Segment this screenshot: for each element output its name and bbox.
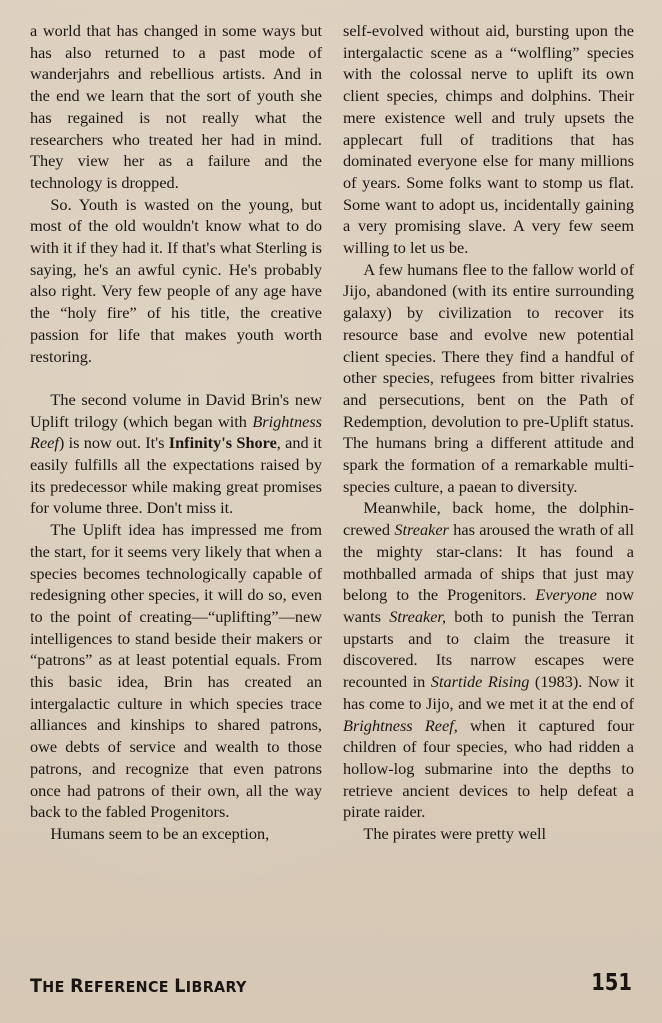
text-run: has aroused the wrath of all the mighty star-clans: It has found a mothballed armada of ships that just may belong to the Progenitors. — [343, 520, 634, 605]
paragraph — [343, 497, 634, 823]
ship-name: Streaker — [394, 520, 449, 540]
emphasis: Everyone — [535, 585, 597, 605]
paragraph — [30, 389, 322, 519]
text-run: Meanwhile, back home, the dolphin-crewed — [343, 498, 634, 540]
book-title: Startide Rising — [430, 672, 530, 692]
footer-text: IBRARY — [185, 978, 247, 996]
paragraph: The Uplift idea has impressed me from the start, for it seems very likely that when a species becomes technologically capable of redesigning other species, it will do so, even to the point of creating—“uplifting”—new intelligences to stand beside their makers or “patrons” as at least potential equals. From this basic idea, Brin has created an intergalactic culture in which species trace alliances and kinships to shared patrons, owe debts of service and wealth to those patrons, and recognize that even patrons once had patrons of their own, all the way back to the fabled Progenitors. — [30, 520, 322, 822]
page-number: 151 — [591, 970, 632, 996]
text-run: now wants — [343, 585, 634, 626]
right-column — [343, 20, 634, 845]
book-title-bold: Infinity's Shore — [168, 433, 277, 453]
book-title: Brightness Reef — [30, 411, 322, 453]
book-title: Brightness Reef, — [343, 715, 458, 735]
footer-text: EFERENCE — [83, 978, 175, 996]
text-run: when it captured four children of four species, who had ridden a hollow-log submarine into the depths to retrieve ancient devices to help defeat a pirate raider. — [343, 715, 635, 822]
text-run: The second volume in David Brin's new Uplift trilogy (which began with — [30, 389, 322, 431]
footer-initial: L — [174, 975, 186, 997]
text-run: , and it easily fulfills all the expectations raised by its predecessor while making great promises for volume three. Don't miss it. — [30, 433, 322, 518]
left-column — [30, 20, 322, 845]
text-run: (1983). Now it has come to Jijo, and we met it at the end of — [343, 672, 635, 713]
paragraph: So. Youth is wasted on the young, but most of the old wouldn't know what to do with it if they had it. If that's what Sterling is saying, he's an awful cynic. He's probably also right. Very few people of any age have the “holy fire” of his title, the creative passion for life that makes youth worth restoring. — [30, 194, 322, 366]
paragraph: The pirates were pretty well — [363, 824, 547, 844]
paragraph: A few humans flee to the fallow world of Jijo, abandoned (with its entire surrounding galaxy) by civilization to recover its resource base and evolve new potential client species. There they find a handful of other species, refugees from bitter rivalries and persecutions, bent on the Path of Redemption, devolution to pre-Uplift status. The humans bring a different attitude and spark the formation of a remarkable multi-species culture, a paean to diversity. — [343, 259, 634, 496]
text-run: both to punish the Terran upstarts and to claim the treasure it discovered. Its narrow escapes were recounted in — [343, 606, 634, 692]
paragraph: Humans seem to be an exception, — [50, 824, 270, 843]
footer-initial: R — [70, 975, 84, 997]
footer-initial: T — [30, 975, 43, 997]
paragraph: self-evolved without aid, bursting upon the intergalactic scene as a “wolfling” species with the colossal nerve to uplift its own client species, chimps and dolphins. Their mere existence well and truly upsets the applecart full of traditions that has dominated everyone else for many millions of years. Some folks want to stomp us flat. Some want to adopt us, incidentally gaining a very promising slave. A very few seem willing to let us be. — [343, 21, 634, 258]
text-run: ) is now out. It's — [58, 433, 169, 453]
footer-text: HE — [42, 978, 71, 996]
paragraph: a world that has changed in some ways but has also returned to a past mode of wanderjahrs and rebellious artists. And in the end we learn that the sort of youth she has regained is not really what the researchers who treated her had in mind. They view her as a failure and the technology is dropped. — [30, 21, 322, 192]
ship-name: Streaker, — [389, 606, 447, 626]
running-footer-title — [30, 975, 247, 997]
